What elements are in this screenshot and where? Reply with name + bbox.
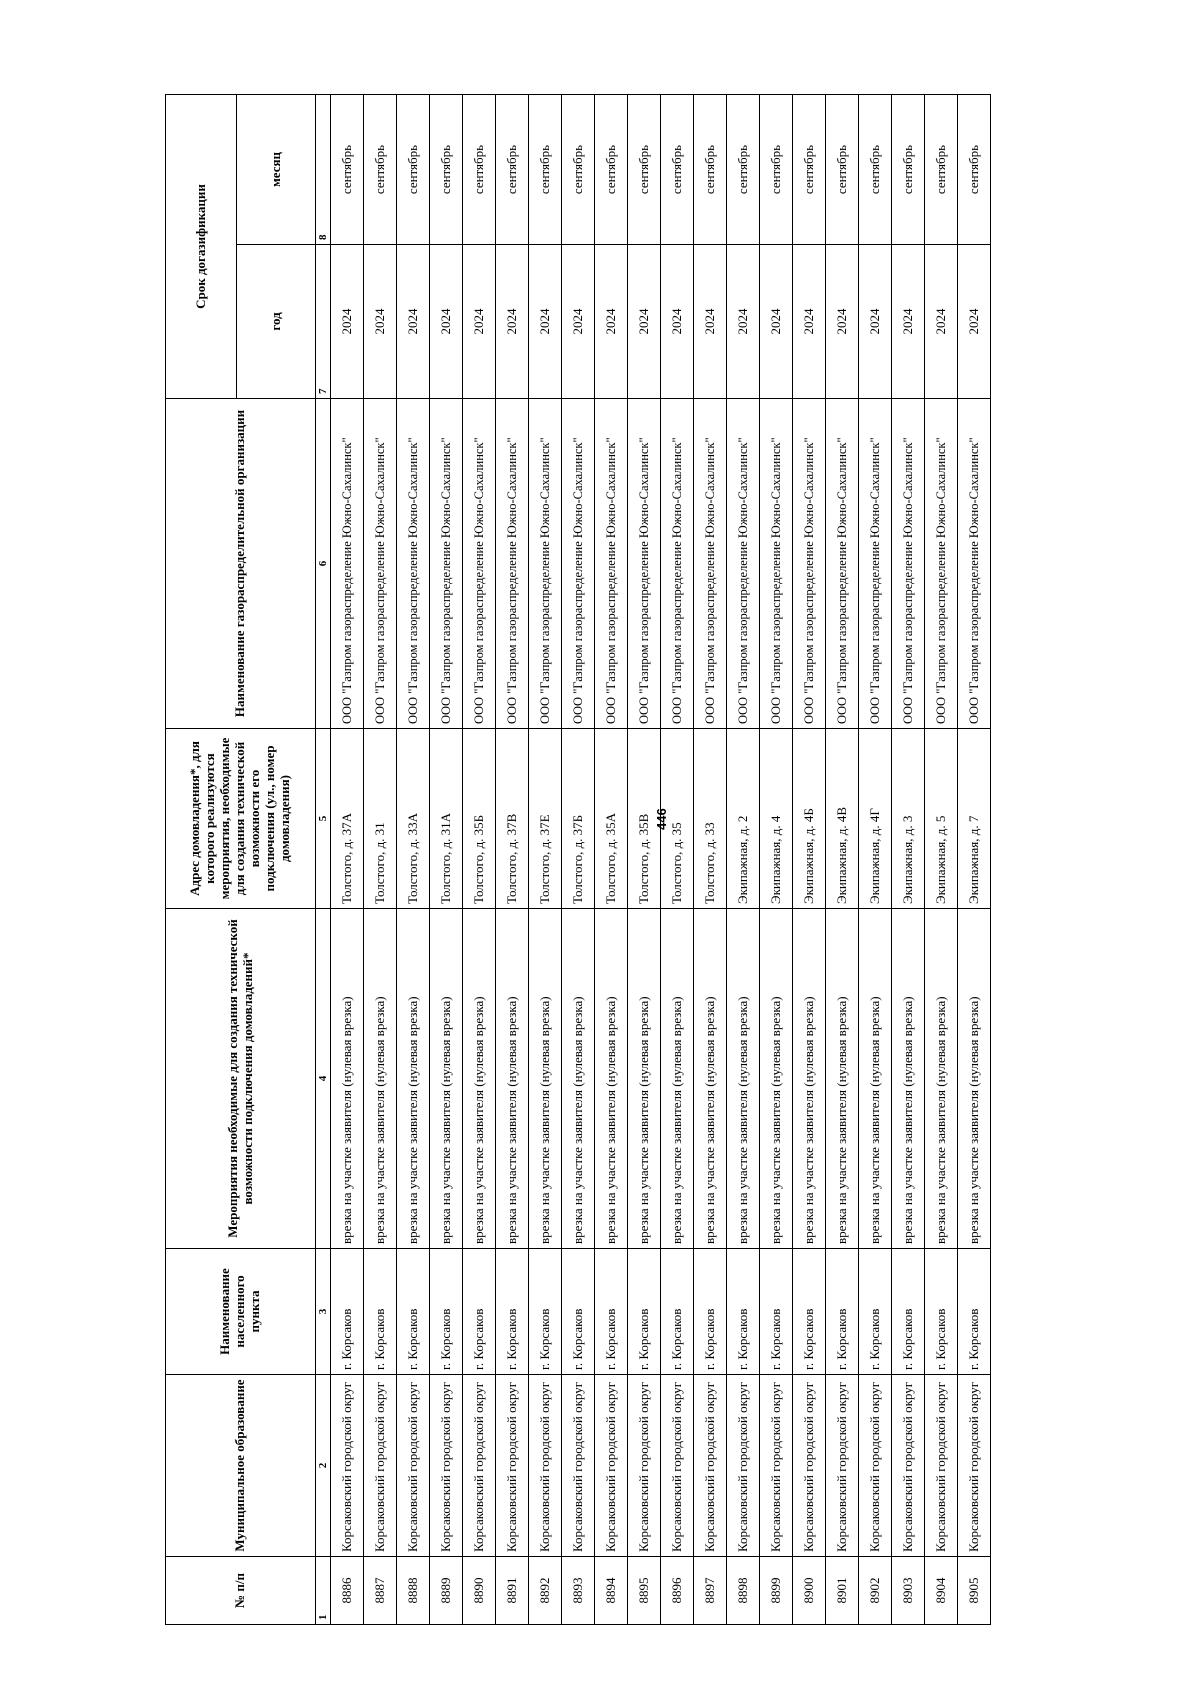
column-number-row	[316, 95, 331, 1625]
cell-month: сентябрь	[859, 95, 892, 245]
table-row	[760, 95, 793, 1625]
cell-measures: врезка на участке заявителя (нулевая врезка)	[628, 909, 661, 1249]
table-row	[529, 95, 562, 1625]
cell-year: 2024	[562, 245, 595, 399]
cell-year: 2024	[529, 245, 562, 399]
cell-municipality: Корсаковский городской округ	[562, 1375, 595, 1557]
cell-municipality: Корсаковский городской округ	[397, 1375, 430, 1557]
cell-month: сентябрь	[595, 95, 628, 245]
cell-month: сентябрь	[793, 95, 826, 245]
cell-municipality: Корсаковский городской округ	[364, 1375, 397, 1557]
cell-municipality: Корсаковский городской округ	[430, 1375, 463, 1557]
cell-num: 8904	[925, 1557, 958, 1625]
cell-measures: врезка на участке заявителя (нулевая врезка)	[430, 909, 463, 1249]
cell-settlement: г. Корсаков	[331, 1249, 364, 1375]
table-row	[496, 95, 529, 1625]
cell-municipality: Корсаковский городской округ	[661, 1375, 694, 1557]
cell-address: Толстого, д. 37Е	[529, 729, 562, 909]
cell-year: 2024	[496, 245, 529, 399]
cell-num: 8887	[364, 1557, 397, 1625]
cell-org: ООО "Газпром газораспределение Южно-Сахалинск"	[463, 399, 496, 729]
cell-address: Толстого, д. 37В	[496, 729, 529, 909]
cell-month: сентябрь	[430, 95, 463, 245]
cell-org: ООО "Газпром газораспределение Южно-Сахалинск"	[694, 399, 727, 729]
cell-settlement: г. Корсаков	[727, 1249, 760, 1375]
table-row	[595, 95, 628, 1625]
cell-year: 2024	[793, 245, 826, 399]
cell-settlement: г. Корсаков	[529, 1249, 562, 1375]
cell-measures: врезка на участке заявителя (нулевая врезка)	[562, 909, 595, 1249]
cell-year: 2024	[826, 245, 859, 399]
cell-municipality: Корсаковский городской округ	[727, 1375, 760, 1557]
cell-num: 8896	[661, 1557, 694, 1625]
table-body	[331, 95, 991, 1625]
cell-month: сентябрь	[562, 95, 595, 245]
header-measures: Мероприятия необходимые для создания технической возможности подключения домовладений*	[166, 909, 316, 1249]
cell-measures: врезка на участке заявителя (нулевая врезка)	[925, 909, 958, 1249]
cell-municipality: Корсаковский городской округ	[628, 1375, 661, 1557]
cell-year: 2024	[397, 245, 430, 399]
cell-year: 2024	[892, 245, 925, 399]
cell-month: сентябрь	[628, 95, 661, 245]
cell-settlement: г. Корсаков	[694, 1249, 727, 1375]
cell-address: Экипажная, д. 3	[892, 729, 925, 909]
cell-address: Экипажная, д. 7	[958, 729, 991, 909]
cell-measures: врезка на участке заявителя (нулевая врезка)	[595, 909, 628, 1249]
header-month: месяц	[237, 95, 316, 245]
cell-measures: врезка на участке заявителя (нулевая врезка)	[364, 909, 397, 1249]
column-number: 4	[316, 909, 331, 1249]
table-row	[364, 95, 397, 1625]
column-number: 5	[316, 729, 331, 909]
table-row	[562, 95, 595, 1625]
cell-settlement: г. Корсаков	[430, 1249, 463, 1375]
cell-address: Толстого, д. 35Б	[463, 729, 496, 909]
header-municipality: Муниципальное образование	[166, 1375, 316, 1557]
table-row	[694, 95, 727, 1625]
cell-num: 8886	[331, 1557, 364, 1625]
cell-measures: врезка на участке заявителя (нулевая врезка)	[331, 909, 364, 1249]
cell-settlement: г. Корсаков	[760, 1249, 793, 1375]
cell-num: 8895	[628, 1557, 661, 1625]
cell-org: ООО "Газпром газораспределение Южно-Сахалинск"	[793, 399, 826, 729]
table-row	[628, 95, 661, 1625]
cell-year: 2024	[727, 245, 760, 399]
cell-month: сентябрь	[529, 95, 562, 245]
cell-num: 8888	[397, 1557, 430, 1625]
cell-year: 2024	[364, 245, 397, 399]
cell-municipality: Корсаковский городской округ	[793, 1375, 826, 1557]
column-number: 7	[316, 245, 331, 399]
page-number: 446	[654, 808, 669, 830]
cell-address: Экипажная, д. 4	[760, 729, 793, 909]
cell-measures: врезка на участке заявителя (нулевая врезка)	[661, 909, 694, 1249]
cell-address: Толстого, д. 35В	[628, 729, 661, 909]
table-row	[463, 95, 496, 1625]
column-number: 6	[316, 399, 331, 729]
cell-year: 2024	[595, 245, 628, 399]
cell-org: ООО "Газпром газораспределение Южно-Сахалинск"	[496, 399, 529, 729]
cell-measures: врезка на участке заявителя (нулевая врезка)	[826, 909, 859, 1249]
cell-measures: врезка на участке заявителя (нулевая врезка)	[892, 909, 925, 1249]
header-org: Наименование газораспределительной организации	[166, 399, 316, 729]
cell-address: Экипажная, д. 4Б	[793, 729, 826, 909]
cell-measures: врезка на участке заявителя (нулевая врезка)	[529, 909, 562, 1249]
cell-measures: врезка на участке заявителя (нулевая врезка)	[694, 909, 727, 1249]
cell-num: 8901	[826, 1557, 859, 1625]
cell-num: 8903	[892, 1557, 925, 1625]
cell-settlement: г. Корсаков	[661, 1249, 694, 1375]
cell-settlement: г. Корсаков	[397, 1249, 430, 1375]
cell-month: сентябрь	[496, 95, 529, 245]
cell-month: сентябрь	[331, 95, 364, 245]
cell-year: 2024	[331, 245, 364, 399]
table-row	[826, 95, 859, 1625]
cell-org: ООО "Газпром газораспределение Южно-Сахалинск"	[892, 399, 925, 729]
cell-month: сентябрь	[694, 95, 727, 245]
cell-org: ООО "Газпром газораспределение Южно-Сахалинск"	[958, 399, 991, 729]
table-row	[397, 95, 430, 1625]
cell-num: 8900	[793, 1557, 826, 1625]
cell-org: ООО "Газпром газораспределение Южно-Сахалинск"	[628, 399, 661, 729]
cell-month: сентябрь	[661, 95, 694, 245]
cell-municipality: Корсаковский городской округ	[958, 1375, 991, 1557]
cell-municipality: Корсаковский городской округ	[694, 1375, 727, 1557]
cell-address: Экипажная, д. 4Г	[859, 729, 892, 909]
cell-settlement: г. Корсаков	[562, 1249, 595, 1375]
cell-org: ООО "Газпром газораспределение Южно-Сахалинск"	[859, 399, 892, 729]
cell-year: 2024	[430, 245, 463, 399]
cell-municipality: Корсаковский городской округ	[760, 1375, 793, 1557]
cell-settlement: г. Корсаков	[595, 1249, 628, 1375]
cell-num: 8898	[727, 1557, 760, 1625]
cell-municipality: Корсаковский городской округ	[892, 1375, 925, 1557]
cell-year: 2024	[661, 245, 694, 399]
cell-municipality: Корсаковский городской округ	[496, 1375, 529, 1557]
cell-address: Толстого, д. 31	[364, 729, 397, 909]
cell-settlement: г. Корсаков	[463, 1249, 496, 1375]
cell-year: 2024	[628, 245, 661, 399]
cell-settlement: г. Корсаков	[364, 1249, 397, 1375]
cell-org: ООО "Газпром газораспределение Южно-Сахалинск"	[760, 399, 793, 729]
cell-year: 2024	[859, 245, 892, 399]
cell-month: сентябрь	[463, 95, 496, 245]
cell-org: ООО "Газпром газораспределение Южно-Сахалинск"	[595, 399, 628, 729]
header-address: Адрес домовладения*, для которого реализуются мероприятия, необходимые для создания технической возможности его подключения (ул., номер домовладения)	[166, 729, 316, 909]
table-row	[892, 95, 925, 1625]
cell-municipality: Корсаковский городской округ	[529, 1375, 562, 1557]
cell-measures: врезка на участке заявителя (нулевая врезка)	[463, 909, 496, 1249]
cell-settlement: г. Корсаков	[859, 1249, 892, 1375]
cell-settlement: г. Корсаков	[925, 1249, 958, 1375]
cell-num: 8892	[529, 1557, 562, 1625]
cell-month: сентябрь	[760, 95, 793, 245]
cell-year: 2024	[694, 245, 727, 399]
rotated-table-area	[165, 95, 1085, 1625]
header-num: № п/п	[166, 1557, 316, 1625]
cell-month: сентябрь	[727, 95, 760, 245]
cell-measures: врезка на участке заявителя (нулевая врезка)	[958, 909, 991, 1249]
header-year: год	[237, 245, 316, 399]
cell-org: ООО "Газпром газораспределение Южно-Сахалинск"	[430, 399, 463, 729]
table-row	[727, 95, 760, 1625]
cell-municipality: Корсаковский городской округ	[463, 1375, 496, 1557]
cell-settlement: г. Корсаков	[958, 1249, 991, 1375]
cell-org: ООО "Газпром газораспределение Южно-Сахалинск"	[661, 399, 694, 729]
cell-org: ООО "Газпром газораспределение Южно-Сахалинск"	[331, 399, 364, 729]
table-row	[793, 95, 826, 1625]
cell-address: Экипажная, д. 2	[727, 729, 760, 909]
gasification-table	[165, 94, 991, 1625]
cell-settlement: г. Корсаков	[826, 1249, 859, 1375]
cell-month: сентябрь	[826, 95, 859, 245]
table-row	[859, 95, 892, 1625]
cell-address: Экипажная, д. 5	[925, 729, 958, 909]
cell-num: 8897	[694, 1557, 727, 1625]
cell-settlement: г. Корсаков	[628, 1249, 661, 1375]
cell-month: сентябрь	[397, 95, 430, 245]
cell-org: ООО "Газпром газораспределение Южно-Сахалинск"	[925, 399, 958, 729]
cell-measures: врезка на участке заявителя (нулевая врезка)	[793, 909, 826, 1249]
cell-address: Толстого, д. 35	[661, 729, 694, 909]
cell-municipality: Корсаковский городской округ	[859, 1375, 892, 1557]
cell-measures: врезка на участке заявителя (нулевая врезка)	[760, 909, 793, 1249]
column-number: 3	[316, 1249, 331, 1375]
cell-num: 8891	[496, 1557, 529, 1625]
table-row	[661, 95, 694, 1625]
cell-num: 8905	[958, 1557, 991, 1625]
cell-year: 2024	[958, 245, 991, 399]
cell-measures: врезка на участке заявителя (нулевая врезка)	[727, 909, 760, 1249]
cell-num: 8893	[562, 1557, 595, 1625]
cell-num: 8894	[595, 1557, 628, 1625]
column-number: 1	[316, 1557, 331, 1625]
cell-municipality: Корсаковский городской округ	[331, 1375, 364, 1557]
cell-address: Толстого, д. 37Б	[562, 729, 595, 909]
table-header	[166, 95, 331, 1625]
cell-org: ООО "Газпром газораспределение Южно-Сахалинск"	[562, 399, 595, 729]
table-row	[925, 95, 958, 1625]
cell-month: сентябрь	[892, 95, 925, 245]
cell-settlement: г. Корсаков	[496, 1249, 529, 1375]
cell-num: 8902	[859, 1557, 892, 1625]
cell-year: 2024	[463, 245, 496, 399]
cell-address: Толстого, д. 33	[694, 729, 727, 909]
cell-address: Толстого, д. 37А	[331, 729, 364, 909]
header-settlement: Наименование населенного пункта	[166, 1249, 316, 1375]
cell-org: ООО "Газпром газораспределение Южно-Сахалинск"	[397, 399, 430, 729]
cell-measures: врезка на участке заявителя (нулевая врезка)	[397, 909, 430, 1249]
cell-month: сентябрь	[925, 95, 958, 245]
header-term: Срок догазификации	[166, 95, 237, 399]
cell-num: 8889	[430, 1557, 463, 1625]
cell-measures: врезка на участке заявителя (нулевая врезка)	[496, 909, 529, 1249]
cell-municipality: Корсаковский городской округ	[925, 1375, 958, 1557]
table-row	[331, 95, 364, 1625]
cell-num: 8890	[463, 1557, 496, 1625]
cell-month: сентябрь	[958, 95, 991, 245]
cell-settlement: г. Корсаков	[892, 1249, 925, 1375]
column-number: 2	[316, 1375, 331, 1557]
cell-month: сентябрь	[364, 95, 397, 245]
table-row	[430, 95, 463, 1625]
cell-org: ООО "Газпром газораспределение Южно-Сахалинск"	[727, 399, 760, 729]
cell-year: 2024	[760, 245, 793, 399]
cell-settlement: г. Корсаков	[793, 1249, 826, 1375]
cell-org: ООО "Газпром газораспределение Южно-Сахалинск"	[529, 399, 562, 729]
cell-org: ООО "Газпром газораспределение Южно-Сахалинск"	[826, 399, 859, 729]
cell-num: 8899	[760, 1557, 793, 1625]
cell-address: Толстого, д. 33А	[397, 729, 430, 909]
cell-address: Толстого, д. 35А	[595, 729, 628, 909]
cell-municipality: Корсаковский городской округ	[826, 1375, 859, 1557]
cell-address: Толстого, д. 31А	[430, 729, 463, 909]
cell-address: Экипажная, д. 4В	[826, 729, 859, 909]
cell-municipality: Корсаковский городской округ	[595, 1375, 628, 1557]
cell-measures: врезка на участке заявителя (нулевая врезка)	[859, 909, 892, 1249]
cell-org: ООО "Газпром газораспределение Южно-Сахалинск"	[364, 399, 397, 729]
table-row	[958, 95, 991, 1625]
column-number: 8	[316, 95, 331, 245]
cell-year: 2024	[925, 245, 958, 399]
